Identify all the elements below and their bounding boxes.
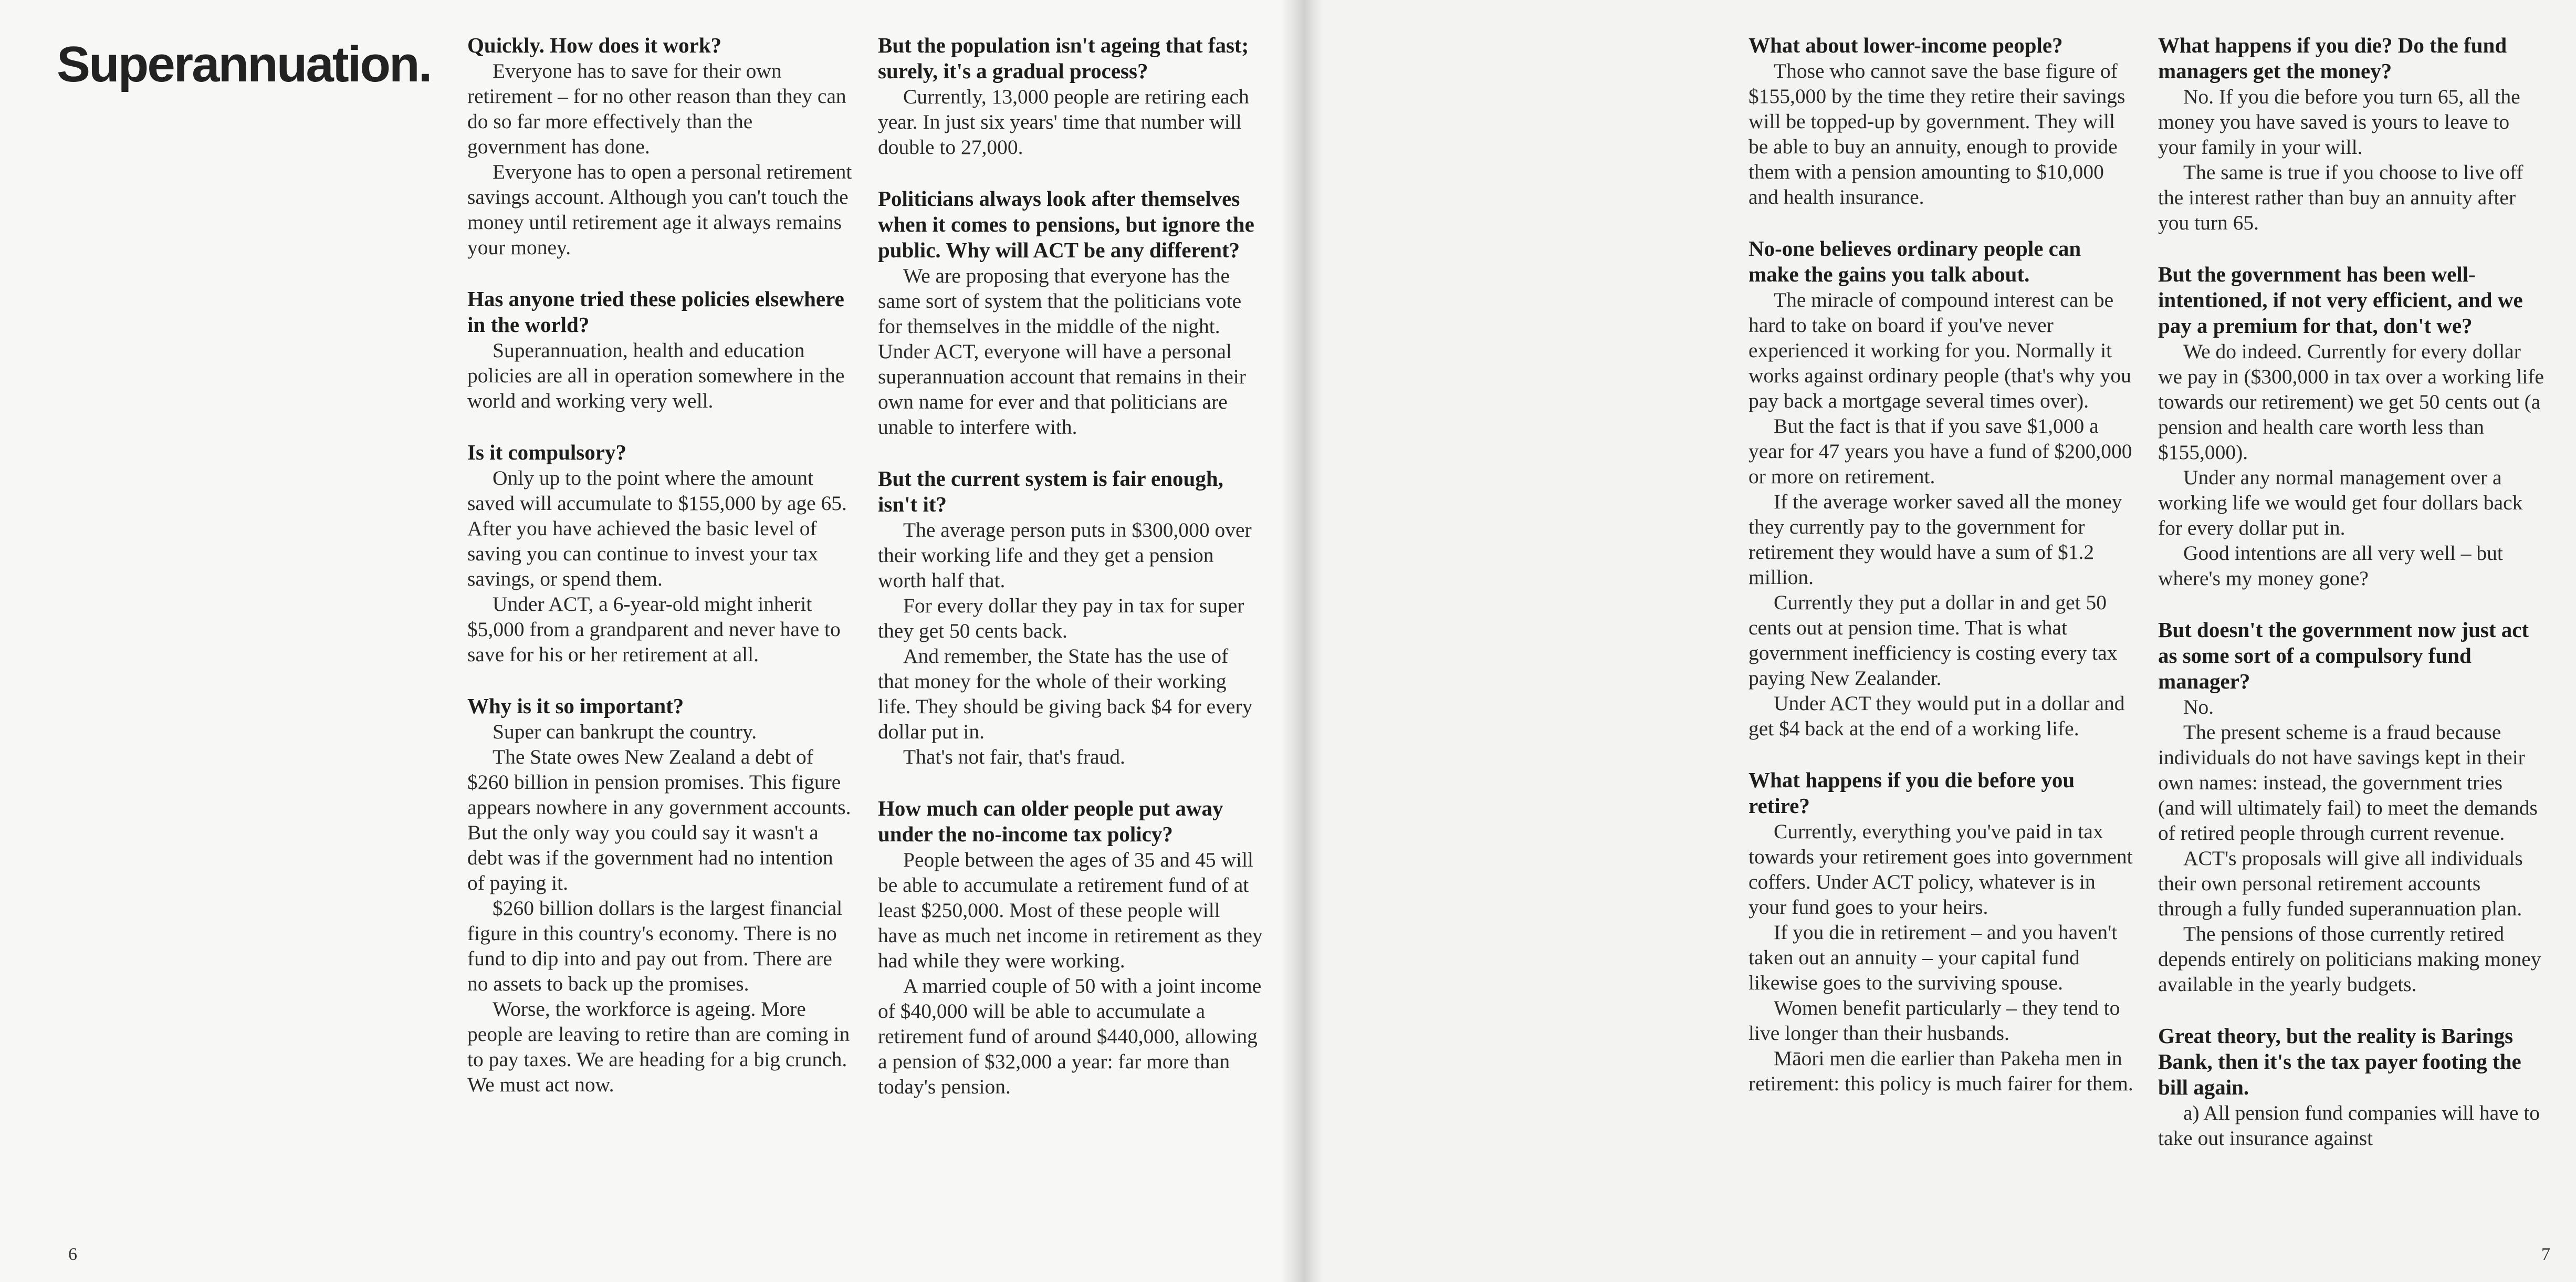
answer-paragraph: $260 billion dollars is the largest financial figure in this country's economy. There is no fund to dip into and pay out from. There are no assets to back up the promises. bbox=[467, 897, 843, 995]
answer-paragraph: For every dollar they pay in tax for super they get 50 cents back. bbox=[878, 594, 1244, 642]
answer-paragraph: Everyone has to save for their own retirement – for no other reason than they can do so far more effectively than the government has done. bbox=[467, 59, 846, 158]
section-gap bbox=[1748, 741, 2134, 767]
answer-paragraph: The miracle of compound interest can be hard to take on board if you've never experienced it working for you. Normally it works against ordinary people (that's why you pay back a mortgage several times over). bbox=[1748, 288, 2131, 412]
section-gap bbox=[2158, 591, 2544, 617]
question-heading: Is it compulsory? bbox=[467, 440, 626, 464]
answer-paragraph: The average person puts in $300,000 over their working life and they get a pension worth half that. bbox=[878, 518, 1252, 592]
question-heading: No-one believes ordinary people can make the gains you talk about. bbox=[1748, 236, 2081, 286]
page-number-left: 6 bbox=[68, 1245, 77, 1264]
column-left-1 bbox=[467, 33, 853, 1097]
answer-paragraph: Good intentions are all very well – but where's my money gone? bbox=[2158, 541, 2503, 590]
question-heading: But doesn't the government now just act as some sort of a compulsory fund manager? bbox=[2158, 618, 2529, 693]
answer-paragraph: Under any normal management over a working life we would get four dollars back for every dollar put in. bbox=[2158, 466, 2523, 539]
answer-paragraph: Only up to the point where the amount saved will accumulate to $155,000 by age 65. After you have achieved the basic level of saving you can continue to invest your tax savings, or spend them. bbox=[467, 466, 847, 590]
column-right-2 bbox=[2158, 33, 2544, 1151]
answer-paragraph: If the average worker saved all the money they currently pay to the government for retirement they would have a sum of $1.2 million. bbox=[1748, 490, 2122, 589]
column-right-1 bbox=[1748, 33, 2134, 1096]
answer-paragraph: That's not fair, that's fraud. bbox=[903, 745, 1125, 768]
section-gap bbox=[2158, 997, 2544, 1023]
page-number-right: 7 bbox=[2541, 1245, 2550, 1264]
section-gap bbox=[878, 769, 1264, 796]
section-gap bbox=[1748, 210, 2134, 236]
answer-paragraph: The State owes New Zealand a debt of $260 billion in pension promises. This figure appears nowhere in any government accounts. But the only way you could say it wasn't a debt was if the government had no intention of paying it. bbox=[467, 745, 851, 894]
answer-paragraph: Currently, everything you've paid in tax towards your retirement goes into government coffers. Under ACT policy, whatever is in your fund goes to your heirs. bbox=[1748, 820, 2133, 919]
question-heading: Quickly. How does it work? bbox=[467, 33, 722, 57]
section-gap bbox=[878, 440, 1264, 466]
question-heading: How much can older people put away under the no-income tax policy? bbox=[878, 796, 1223, 846]
section-gap bbox=[467, 413, 853, 440]
answer-paragraph: Those who cannot save the base figure of $155,000 by the time they retire their savings will be topped-up by government. They will be able to buy an annuity, enough to provide them with a pension amounting to $10,000 and health insurance. bbox=[1748, 59, 2125, 209]
page-title: Superannuation. bbox=[57, 36, 431, 92]
question-heading: What happens if you die? Do the fund managers get the money? bbox=[2158, 33, 2507, 83]
answer-paragraph: a) All pension fund companies will have to take out insurance against bbox=[2158, 1101, 2540, 1150]
column-left-2 bbox=[878, 33, 1264, 1099]
question-heading: Why is it so important? bbox=[467, 694, 684, 718]
answer-paragraph: Super can bankrupt the country. bbox=[493, 720, 757, 743]
answer-paragraph: Everyone has to open a personal retirement savings account. Although you can't touch the money until retirement age it always remains your money. bbox=[467, 160, 852, 259]
answer-paragraph: No. If you die before you turn 65, all the money you have saved is yours to leave to your family in your will. bbox=[2158, 85, 2520, 159]
answer-paragraph: If you die in retirement – and you haven't taken out an annuity – your capital fund likewise goes to the surviving spouse. bbox=[1748, 921, 2118, 994]
answer-paragraph: Māori men die earlier than Pakeha men in retirement: this policy is much fairer for them. bbox=[1748, 1047, 2133, 1095]
section-gap bbox=[467, 260, 853, 286]
question-heading: But the current system is fair enough, isn't it? bbox=[878, 466, 1223, 516]
answer-paragraph: Under ACT they would put in a dollar and get $4 back at the end of a working life. bbox=[1748, 692, 2125, 740]
right-page bbox=[1302, 0, 2576, 1282]
answer-paragraph: A married couple of 50 with a joint income of $40,000 will be able to accumulate a retirement fund of around $440,000, allowing a pension of $32,000 a year: far more than today's pension. bbox=[878, 974, 1262, 1098]
question-heading: But the population isn't ageing that fast; surely, it's a gradual process? bbox=[878, 33, 1249, 83]
question-heading: What about lower-income people? bbox=[1748, 33, 2063, 57]
answer-paragraph: Superannuation, health and education policies are all in operation somewhere in the world and working very well. bbox=[467, 339, 845, 412]
answer-paragraph: People between the ages of 35 and 45 will be able to accumulate a retirement fund of at least $250,000. Most of these people will have as much net income in retirement as they had while they were working. bbox=[878, 848, 1263, 972]
answer-paragraph: And remember, the State has the use of that money for the whole of their working life. They should be giving back $4 for every dollar put in. bbox=[878, 644, 1253, 743]
answer-paragraph: ACT's proposals will give all individuals their own personal retirement accounts through a fully funded superannuation plan. bbox=[2158, 847, 2523, 920]
question-heading: Has anyone tried these policies elsewhere in the world? bbox=[467, 287, 844, 337]
answer-paragraph: Currently they put a dollar in and get 50 cents out at pension time. That is what government inefficiency is costing every tax paying New Zealander. bbox=[1748, 591, 2118, 690]
answer-paragraph: We do indeed. Currently for every dollar we pay in ($300,000 in tax over a working life towards our retirement) we get 50 cents out (a pension and health care worth less than $155,000). bbox=[2158, 340, 2544, 464]
answer-paragraph: Women benefit particularly – they tend to live longer than their husbands. bbox=[1748, 996, 2120, 1045]
book-gutter bbox=[1281, 0, 1323, 1282]
question-heading: What happens if you die before you retire? bbox=[1748, 768, 2075, 818]
answer-paragraph: The same is true if you choose to live off the interest rather than buy an annuity after you turn 65. bbox=[2158, 161, 2523, 234]
answer-paragraph: The pensions of those currently retired depends entirely on politicians making money available in the yearly budgets. bbox=[2158, 922, 2541, 996]
answer-paragraph: Worse, the workforce is ageing. More people are leaving to retire than are coming in to pay taxes. We are heading for a big crunch. We must act now. bbox=[467, 997, 850, 1096]
answer-paragraph: But the fact is that if you save $1,000 a year for 47 years you have a fund of $200,000 or more on retirement. bbox=[1748, 414, 2132, 488]
answer-paragraph: Under ACT, a 6-year-old might inherit $5,000 from a grandparent and never have to save for his or her retirement at all. bbox=[467, 592, 841, 666]
answer-paragraph: Currently, 13,000 people are retiring each year. In just six years' time that number will double to 27,000. bbox=[878, 85, 1249, 159]
answer-paragraph: We are proposing that everyone has the same sort of system that the politicians vote for themselves in the middle of the night. Under ACT, everyone will have a personal superannuation account that remains in their own name for ever and that politicians are unable to interfere with. bbox=[878, 264, 1246, 439]
question-heading: Great theory, but the reality is Barings Bank, then it's the tax payer footing the bill again. bbox=[2158, 1024, 2521, 1099]
answer-paragraph: The present scheme is a fraud because individuals do not have savings kept in their own names: instead, the government tries (and will ultimately fail) to meet the demands of retired people through current revenue. bbox=[2158, 721, 2538, 845]
section-gap bbox=[467, 667, 853, 693]
question-heading: But the government has been well-intentioned, if not very efficient, and we pay a premium for that, don't we? bbox=[2158, 262, 2523, 338]
section-gap bbox=[878, 160, 1264, 186]
question-heading: Politicians always look after themselves when it comes to pensions, but ignore the public. Why will ACT be any different? bbox=[878, 186, 1254, 262]
answer-paragraph: No. bbox=[2183, 695, 2214, 718]
section-gap bbox=[2158, 235, 2544, 262]
